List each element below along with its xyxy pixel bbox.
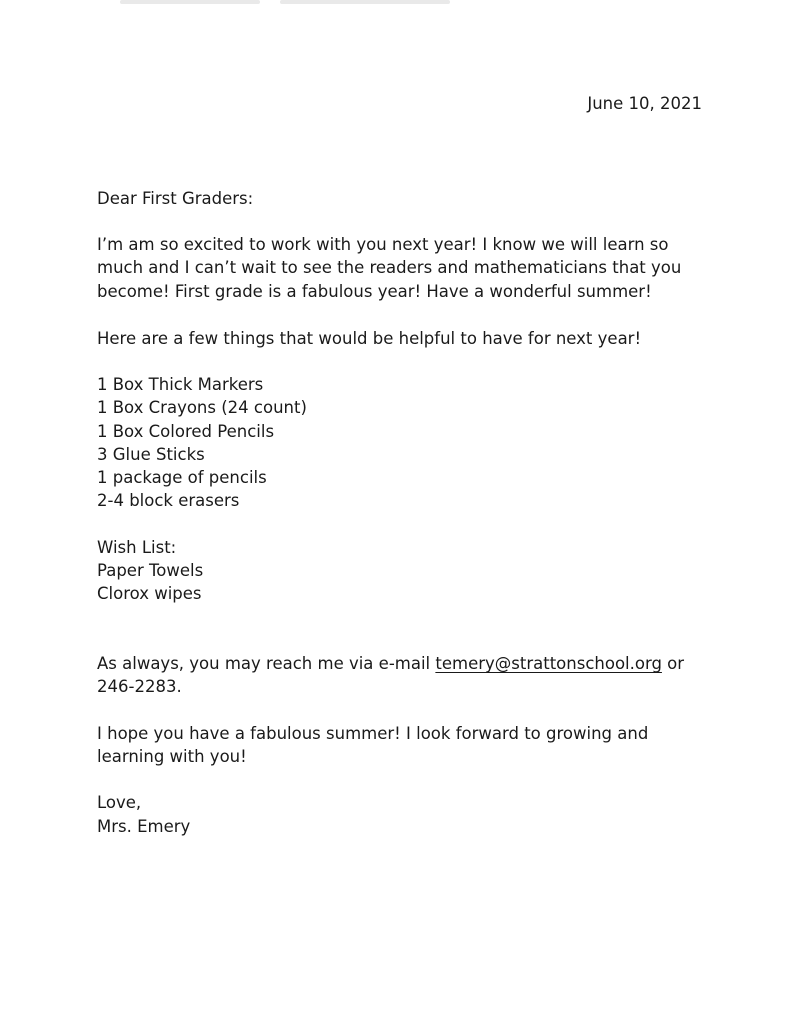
signature-name: Mrs. Emery: [97, 817, 191, 836]
intro-line: I’m am so excited to work with you next year! I know we will learn so: [97, 235, 669, 254]
signoff: Love,: [97, 793, 142, 812]
supply-item: 1 Box Colored Pencils: [97, 421, 275, 441]
supply-item: 1 Box Crayons (24 count): [97, 398, 307, 418]
contact-middle: or: [661, 654, 685, 673]
wishlist: [97, 559, 717, 606]
contact-prefix: As always, you may reach me via e-mail: [97, 654, 436, 673]
letter-date: June 10, 2021: [587, 94, 702, 113]
scan-edge-mark: [280, 0, 450, 4]
supplies-list: [97, 373, 717, 513]
closing-line: I hope you have a fabulous summer! I look forward to growing and: [97, 724, 649, 743]
wishlist-item: Clorox wipes: [97, 584, 202, 604]
supply-item: 2-4 block erasers: [97, 491, 240, 511]
wishlist-title: Wish List:: [97, 538, 177, 557]
intro-line: become! First grade is a fabulous year! Have a wonderful summer!: [97, 281, 652, 301]
intro-line: much and I can’t wait to see the readers and mathematicians that you: [97, 258, 682, 278]
scan-edge-mark: [120, 0, 260, 4]
salutation: Dear First Graders:: [97, 189, 254, 208]
email-link[interactable]: temery@strattonschool.org: [435, 654, 662, 673]
contact-line: [97, 652, 717, 675]
closing-line: learning with you!: [97, 747, 247, 767]
supply-item: 3 Glue Sticks: [97, 444, 205, 464]
contact-phone: 246-2283.: [97, 677, 182, 697]
wishlist-item: Paper Towels: [97, 561, 204, 580]
supplies-intro: Here are a few things that would be helpful to have for next year!: [97, 329, 642, 348]
contact-paragraph: [97, 652, 717, 699]
closing-paragraph: [97, 722, 717, 769]
supply-item: 1 Box Thick Markers: [97, 375, 264, 394]
intro-paragraph: [97, 233, 717, 303]
supply-item: 1 package of pencils: [97, 468, 267, 488]
